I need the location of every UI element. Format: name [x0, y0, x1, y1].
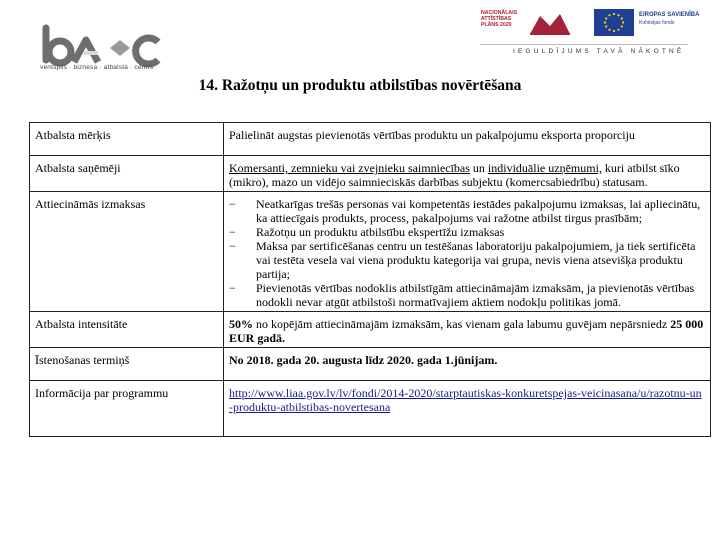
table-row-program — [30, 381, 711, 437]
recipients-individual: individuālie uzņēmumi, — [487, 161, 602, 175]
row-label: Atbalsta saņēmēji — [30, 156, 224, 192]
intensity-amount: 25 000 EUR gadā. — [229, 317, 704, 345]
row-value — [224, 192, 711, 312]
list-item: − Pievienotās vērtības nodoklis atbilstīgām attiecināmajām izmaksām, ja pievienotās vērtības nodokli nevar atgūt atbilstoši normatīvajiem aktiem nodokļu politikas jomā. — [229, 281, 705, 309]
row-label: Atbalsta intensitāte — [30, 312, 224, 348]
table-row-recipients — [30, 156, 711, 192]
recipients-status: kuri atbilst sīko (mikro), mazo un vidējo saimnieciskās darbības subjektu (komercsabiedrību) statusam. — [229, 161, 680, 189]
row-value — [224, 312, 711, 348]
invest-slogan: IEGULDĪJUMS TAVĀ NĀKOTNĒ — [513, 48, 685, 55]
eu-flag-icon — [594, 9, 634, 36]
intensity-percent: 50% — [229, 317, 253, 331]
period-value: No 2018. gada 20. augusta līdz 2020. gada 1.jūnijam. — [229, 353, 498, 367]
row-value — [224, 156, 711, 192]
row-label: Īstenošanas termiņš — [30, 348, 224, 381]
eu-fund: Kohēzijas fonds — [639, 20, 675, 26]
page-title: 14. Ražotņu un produktu atbilstības novērtēšana — [198, 77, 522, 94]
program-info-table — [29, 122, 711, 437]
intensity-text: no kopējām attiecināmajām izmaksām, kas vienam gala labumu guvējam nepārsniedz — [253, 317, 671, 331]
national-development-plan-text: NACIONĀLAIS ATTĪSTĪBAS PLĀNS 2020 — [481, 10, 518, 29]
table-row-intensity — [30, 312, 711, 348]
row-label: Informācija par programmu — [30, 381, 224, 437]
eu-title: EIROPAS SAVIENĪBA — [639, 12, 700, 18]
costs-list — [229, 197, 705, 309]
table-row-period — [30, 348, 711, 381]
list-item: − Ražotņu un produktu atbilstību ekspertīžu izmaksas — [229, 225, 705, 239]
row-label: Atbalsta mērķis — [30, 123, 224, 156]
row-value: Palielināt augstas pievienotās vērtības produktu un pakalpojumu eksporta proporciju — [224, 123, 711, 156]
recipients-and: un — [469, 161, 488, 175]
table-row-goal — [30, 123, 711, 156]
program-link[interactable]: http://www.liaa.gov.lv/lv/fondi/2014-2020/starptautiskas-konkuretspejas-veicinasana/u/razotnu-un-produktu-atbilstibas-novertesana — [229, 386, 702, 414]
recipients-companies: Komersanti, zemnieku vai zvejnieku saimniecības — [229, 161, 470, 175]
row-value — [224, 381, 711, 437]
eu-text — [639, 11, 699, 27]
row-value — [224, 348, 711, 381]
list-item: − Neatkarīgas trešās personas vai kompetentās iestādes pakalpojumu izmaksas, lai apliecinātu, ka attiecīgais produkts, process, pakalpojums vai ražotne atbilst tirgus prasībām; — [229, 197, 705, 225]
header-divider — [480, 44, 688, 45]
table-row-costs — [30, 192, 711, 312]
bac-subtitle: ventspils · biznesa · atbalsta · centrs — [40, 64, 154, 71]
row-label: Attiecināmās izmaksas — [30, 192, 224, 312]
list-item: − Maksa par sertificēšanas centru un testēšanas laboratoriju pakalpojumiem, ja tiek sertificēta vai testēta vesela vai viena produktu kategorija vai grupa, nevis viena atsevišķa produktu partija; — [229, 239, 705, 281]
